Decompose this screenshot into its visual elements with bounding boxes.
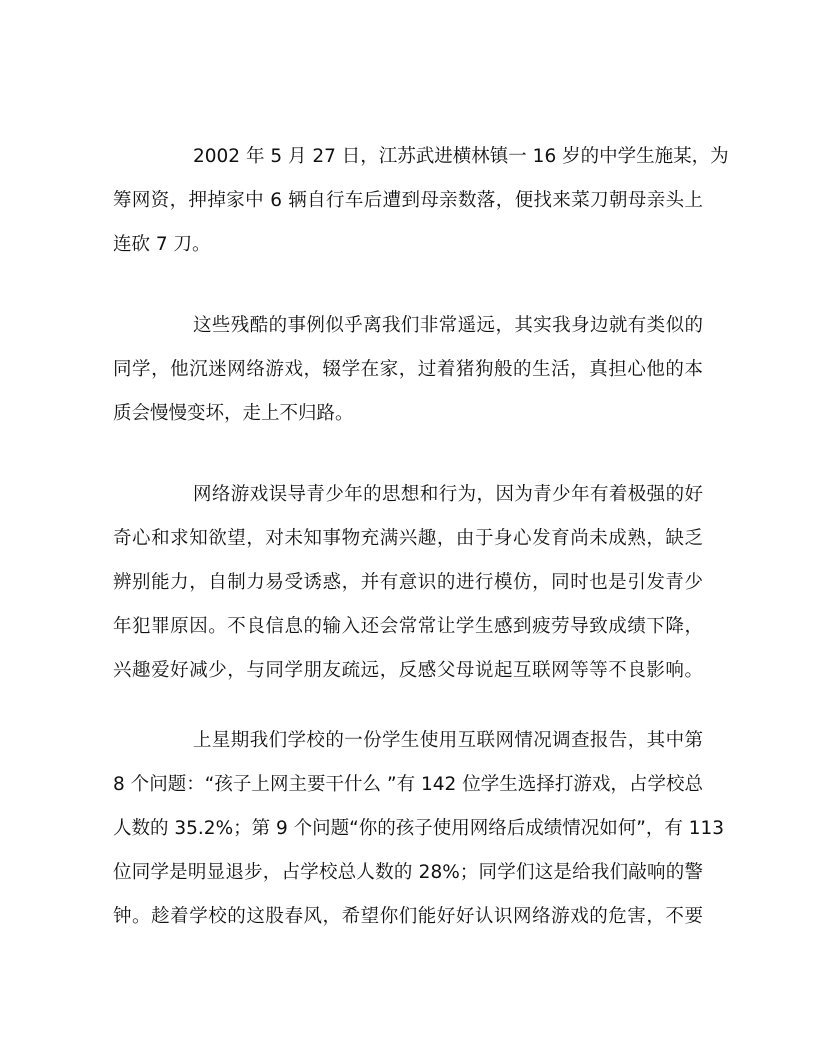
paragraph-line: 钟。趁着学校的这股春风，希望你们能好好认识网络游戏的危害，不要 [113, 906, 703, 927]
paragraph-line: 8 个问题：“孩子上网主要干什么 ”有 142 位学生选择打游戏，占学校总 [113, 774, 703, 795]
paragraph-line: 同学，他沉迷网络游戏，辍学在家，过着猪狗般的生活，真担心他的本 [113, 359, 703, 380]
paragraph-line: 2002 年 5 月 27 日，江苏武进横林镇一 16 岁的中学生施某，为 [193, 146, 729, 167]
paragraph-line: 位同学是明显退步，占学校总人数的 28%；同学们这是给我们敲响的警 [113, 862, 703, 883]
paragraph-incident [113, 135, 729, 267]
paragraph-classmate [113, 304, 703, 436]
paragraph-line: 奇心和求知欲望，对未知事物充满兴趣，由于身心发育尚未成熟，缺乏 [113, 528, 703, 549]
paragraph-line: 上星期我们学校的一份学生使用互联网情况调查报告，其中第 [193, 730, 703, 751]
paragraph-line: 兴趣爱好减少，与同学朋友疏远，反感父母说起互联网等等不良影响。 [113, 660, 703, 681]
paragraph-line: 这些残酷的事例似乎离我们非常遥远，其实我身边就有类似的 [193, 315, 703, 336]
paragraph-line: 辨别能力，自制力易受诱惑，并有意识的进行模仿，同时也是引发青少 [113, 572, 703, 593]
paragraph-line: 筹网资，押掉家中 6 辆自行车后遭到母亲数落，便找来菜刀朝母亲头上 [113, 190, 703, 211]
paragraph-line: 人数的 35.2%；第 9 个问题“你的孩子使用网络后成绩情况如何”，有 113 [113, 818, 725, 839]
paragraph-line: 年犯罪原因。不良信息的输入还会常常让学生感到疲劳导致成绩下降， [113, 616, 703, 637]
paragraph-line: 质会慢慢变坏，走上不归路。 [113, 403, 354, 424]
paragraph-line: 网络游戏误导青少年的思想和行为，因为青少年有着极强的好 [193, 484, 703, 505]
paragraph-survey [113, 719, 725, 939]
paragraph-line: 连砍 7 刀。 [113, 234, 211, 255]
paragraph-harm [113, 473, 703, 693]
